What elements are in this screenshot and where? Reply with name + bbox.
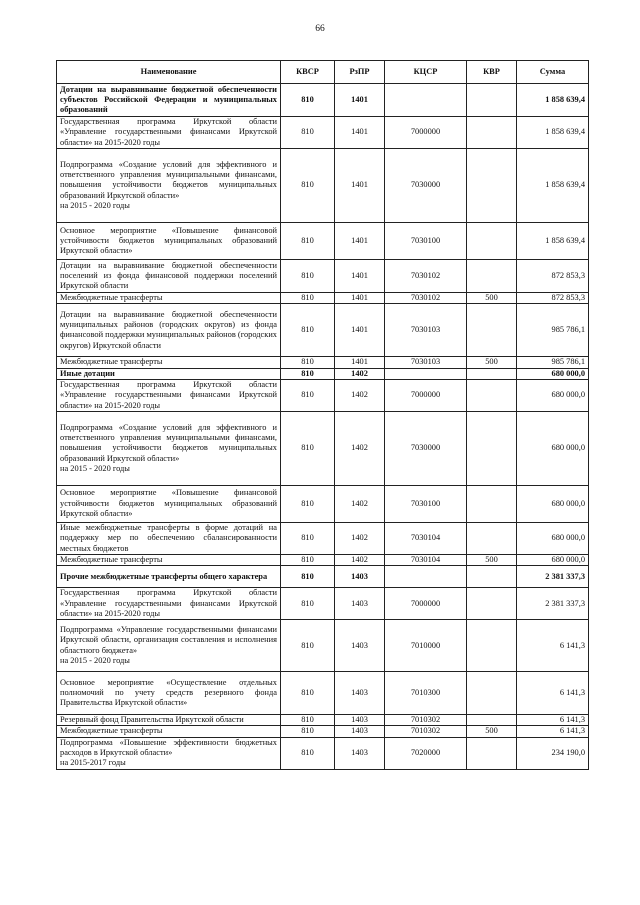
row-name (57, 522, 281, 554)
row-name-text: Подпрограмма «Создание условий для эффективного и ответственного управления муниципальными финансами, повышения устойчивости бюджетов муниципальных образований Иркутской области» (60, 159, 277, 200)
cell-kvr (467, 411, 517, 485)
cell-rzpr: 1403 (335, 620, 385, 672)
table-row (57, 304, 589, 357)
row-name-text: Межбюджетные трансферты (60, 357, 163, 367)
cell-rzpr: 1401 (335, 304, 385, 357)
row-name-suffix: на 2015 - 2020 годы (60, 655, 130, 665)
cell-rzpr: 1402 (335, 411, 385, 485)
row-name (57, 368, 281, 379)
col-header-name: Наименование (57, 61, 281, 84)
cell-kvr (467, 84, 517, 117)
cell-kvsr: 810 (281, 260, 335, 293)
cell-rzpr: 1402 (335, 522, 385, 554)
table-row (57, 368, 589, 379)
cell-kvr (467, 117, 517, 149)
cell-rzpr: 1403 (335, 726, 385, 737)
cell-rzpr: 1403 (335, 588, 385, 620)
table-row (57, 223, 589, 260)
cell-kvr (467, 715, 517, 726)
cell-rzpr: 1403 (335, 672, 385, 715)
row-name-text: Основное мероприятие «Осуществление отдельных полномочий по учету средств резервного фонда Правительства Иркутской области» (60, 677, 277, 708)
col-header-rzpr: РзПР (335, 61, 385, 84)
cell-kvsr: 810 (281, 715, 335, 726)
col-header-kvsr: КВСР (281, 61, 335, 84)
row-name (57, 554, 281, 565)
row-name (57, 117, 281, 149)
cell-kcsr: 7030103 (385, 304, 467, 357)
cell-kvsr: 810 (281, 293, 335, 304)
row-name-text: Дотации на выравнивание бюджетной обеспеченности поселений из фонда финансовой поддержки поселений Иркутской области (60, 260, 277, 291)
row-name-text: Межбюджетные трансферты (60, 293, 163, 302)
row-name (57, 672, 281, 715)
cell-sum: 872 853,3 (517, 293, 589, 304)
row-name-text: Дотации на выравнивание бюджетной обеспеченности муниципальных районов (городских округов) из фонда финансовой поддержки муниципальных районов (городских округов) Иркутской области (60, 309, 277, 350)
col-header-sum: Сумма (517, 61, 589, 84)
cell-rzpr: 1401 (335, 84, 385, 117)
table-row (57, 672, 589, 715)
cell-kcsr: 7030102 (385, 260, 467, 293)
cell-kvsr: 810 (281, 223, 335, 260)
row-name-text: Дотации на выравнивание бюджетной обеспеченности субъектов Российской Федерации и муниципальных образований (60, 84, 277, 115)
cell-sum: 6 141,3 (517, 715, 589, 726)
row-name (57, 149, 281, 223)
cell-kvsr: 810 (281, 588, 335, 620)
cell-kcsr: 7030104 (385, 522, 467, 554)
row-name-text: Подпрограмма «Создание условий для эффективного и ответственного управления муниципальными финансами, повышения устойчивости бюджетов муниципальных образований Иркутской области» (60, 422, 277, 463)
cell-rzpr: 1402 (335, 554, 385, 565)
row-name (57, 84, 281, 117)
cell-sum: 985 786,1 (517, 357, 589, 368)
table-row (57, 149, 589, 223)
cell-kvr (467, 379, 517, 411)
row-name (57, 485, 281, 522)
cell-sum: 680 000,0 (517, 485, 589, 522)
cell-sum: 872 853,3 (517, 260, 589, 293)
cell-kvsr: 810 (281, 411, 335, 485)
cell-rzpr: 1403 (335, 737, 385, 769)
row-name (57, 304, 281, 357)
cell-kvsr: 810 (281, 726, 335, 737)
cell-rzpr: 1403 (335, 566, 385, 588)
row-name-text: Государственная программа Иркутской области «Управление государственными финансами Иркутской области» на 2015-2020 годы (60, 588, 277, 618)
cell-kvsr: 810 (281, 620, 335, 672)
cell-sum: 1 858 639,4 (517, 117, 589, 149)
cell-kcsr: 7020000 (385, 737, 467, 769)
cell-kvsr: 810 (281, 485, 335, 522)
row-name-suffix: на 2015 - 2020 годы (60, 463, 130, 473)
table-row (57, 117, 589, 149)
cell-sum: 680 000,0 (517, 379, 589, 411)
cell-rzpr: 1402 (335, 368, 385, 379)
cell-sum: 234 190,0 (517, 737, 589, 769)
page-number: 66 (315, 24, 325, 34)
table-row (57, 620, 589, 672)
table-row (57, 554, 589, 565)
cell-rzpr: 1403 (335, 715, 385, 726)
cell-sum: 6 141,3 (517, 620, 589, 672)
cell-kvr: 500 (467, 293, 517, 304)
cell-rzpr: 1401 (335, 149, 385, 223)
cell-kvr (467, 566, 517, 588)
row-name-text: Государственная программа Иркутской области «Управление государственными финансами Иркутской области» на 2015-2020 годы (60, 117, 277, 147)
cell-kcsr: 7030100 (385, 485, 467, 522)
cell-kvr (467, 672, 517, 715)
cell-kcsr (385, 368, 467, 379)
cell-kvsr: 810 (281, 84, 335, 117)
cell-kvsr: 810 (281, 672, 335, 715)
cell-kvr (467, 620, 517, 672)
row-name-text: Иные дотации (60, 368, 115, 378)
cell-rzpr: 1401 (335, 117, 385, 149)
cell-rzpr: 1401 (335, 260, 385, 293)
cell-kvr (467, 485, 517, 522)
cell-kvsr: 810 (281, 554, 335, 565)
table-row (57, 715, 589, 726)
row-name-text: Основное мероприятие «Повышение финансовой устойчивости бюджетов муниципальных образований Иркутской области» (60, 225, 277, 256)
cell-kcsr: 7010300 (385, 672, 467, 715)
cell-kcsr: 7030000 (385, 411, 467, 485)
row-name (57, 588, 281, 620)
cell-kvr (467, 737, 517, 769)
cell-rzpr: 1401 (335, 223, 385, 260)
cell-rzpr: 1401 (335, 357, 385, 368)
cell-sum: 680 000,0 (517, 522, 589, 554)
row-name (57, 260, 281, 293)
row-name (57, 379, 281, 411)
budget-table (56, 60, 589, 770)
cell-kvsr: 810 (281, 522, 335, 554)
cell-sum: 985 786,1 (517, 304, 589, 357)
cell-rzpr: 1401 (335, 293, 385, 304)
cell-kvsr: 810 (281, 117, 335, 149)
row-name (57, 357, 281, 368)
cell-kvr: 500 (467, 554, 517, 565)
table-row (57, 485, 589, 522)
cell-kcsr: 7030103 (385, 357, 467, 368)
cell-sum: 6 141,3 (517, 672, 589, 715)
cell-kcsr: 7030102 (385, 293, 467, 304)
cell-kcsr: 7030000 (385, 149, 467, 223)
cell-kcsr: 7030100 (385, 223, 467, 260)
cell-sum: 680 000,0 (517, 554, 589, 565)
row-name (57, 737, 281, 769)
table-row (57, 357, 589, 368)
table-row (57, 260, 589, 293)
cell-sum: 1 858 639,4 (517, 84, 589, 117)
table-row (57, 726, 589, 737)
cell-sum: 2 381 337,3 (517, 588, 589, 620)
row-name-text: Государственная программа Иркутской области «Управление государственными финансами Иркутской области» на 2015-2020 годы (60, 379, 277, 410)
row-name-text: Подпрограмма «Управление государственными финансами Иркутской области, организация составления и исполнения областного бюджета» (60, 625, 277, 655)
table-row (57, 293, 589, 304)
row-name-text: Иные межбюджетные трансферты в форме дотаций на поддержку мер по обеспечению сбалансированности местных бюджетов (60, 522, 277, 553)
row-name (57, 566, 281, 588)
row-name-text: Подпрограмма «Повышение эффективности бюджетных расходов в Иркутской области» (60, 737, 277, 758)
cell-kvsr: 810 (281, 149, 335, 223)
cell-sum: 680 000,0 (517, 368, 589, 379)
cell-kcsr: 7010302 (385, 715, 467, 726)
table-row (57, 566, 589, 588)
col-header-kcsr: КЦСР (385, 61, 467, 84)
cell-kvsr: 810 (281, 566, 335, 588)
row-name-text: Межбюджетные трансферты (60, 726, 163, 736)
row-name (57, 223, 281, 260)
row-name-text: Прочие межбюджетные трансферты общего характера (60, 571, 268, 581)
table-row (57, 588, 589, 620)
cell-kvr: 500 (467, 726, 517, 737)
table-row (57, 737, 589, 769)
cell-kvsr: 810 (281, 304, 335, 357)
table-row (57, 522, 589, 554)
row-name (57, 726, 281, 737)
row-name-suffix: на 2015-2017 годы (60, 758, 126, 768)
cell-kcsr (385, 84, 467, 117)
cell-kcsr (385, 566, 467, 588)
cell-sum: 1 858 639,4 (517, 149, 589, 223)
cell-rzpr: 1402 (335, 485, 385, 522)
cell-kvsr: 810 (281, 737, 335, 769)
row-name-text: Резервный фонд Правительства Иркутской области (60, 715, 244, 725)
row-name-text: Основное мероприятие «Повышение финансовой устойчивости бюджетов муниципальных образований Иркутской области» (60, 488, 277, 519)
cell-kvr (467, 149, 517, 223)
cell-kvsr: 810 (281, 368, 335, 379)
row-name-text: Межбюджетные трансферты (60, 554, 163, 564)
row-name (57, 411, 281, 485)
table-row (57, 84, 589, 117)
col-header-kvr: КВР (467, 61, 517, 84)
cell-kcsr: 7010302 (385, 726, 467, 737)
cell-sum: 2 381 337,3 (517, 566, 589, 588)
row-name (57, 715, 281, 726)
row-name (57, 293, 281, 304)
cell-kvsr: 810 (281, 379, 335, 411)
cell-sum: 6 141,3 (517, 726, 589, 737)
table-row (57, 379, 589, 411)
cell-kvr (467, 260, 517, 293)
cell-kcsr: 7000000 (385, 117, 467, 149)
cell-kvr (467, 368, 517, 379)
cell-kvr: 500 (467, 357, 517, 368)
cell-kcsr: 7010000 (385, 620, 467, 672)
table-row (57, 411, 589, 485)
cell-kvr (467, 223, 517, 260)
cell-sum: 680 000,0 (517, 411, 589, 485)
row-name (57, 620, 281, 672)
table-body (57, 84, 589, 770)
cell-kvr (467, 304, 517, 357)
header-row (57, 61, 589, 84)
row-name-suffix: на 2015 - 2020 годы (60, 200, 130, 210)
cell-kvr (467, 588, 517, 620)
cell-kcsr: 7000000 (385, 588, 467, 620)
cell-kvr (467, 522, 517, 554)
cell-kcsr: 7000000 (385, 379, 467, 411)
cell-kcsr: 7030104 (385, 554, 467, 565)
cell-sum: 1 858 639,4 (517, 223, 589, 260)
cell-rzpr: 1402 (335, 379, 385, 411)
cell-kvsr: 810 (281, 357, 335, 368)
